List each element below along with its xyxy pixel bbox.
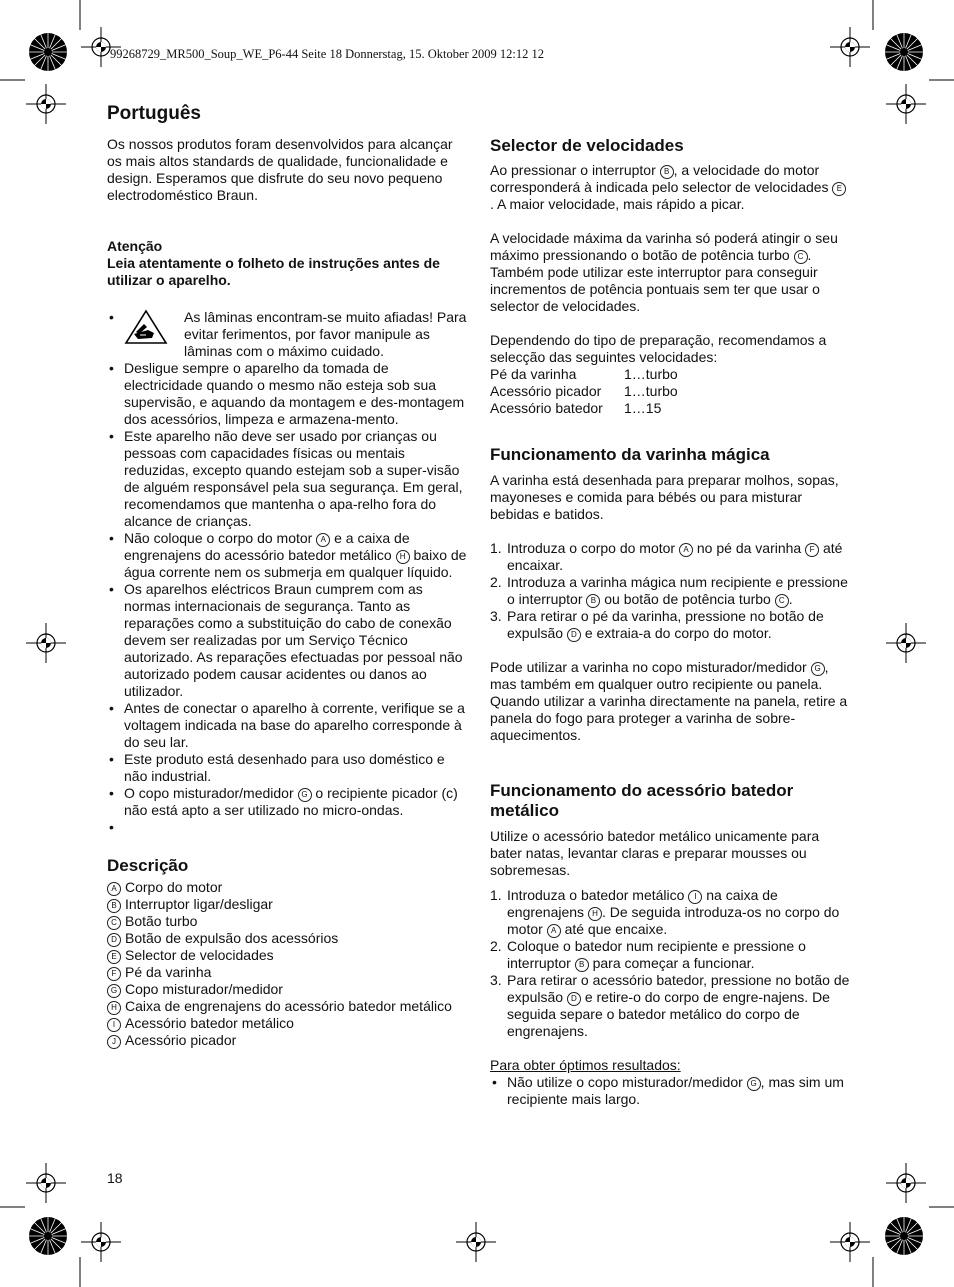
list-item: • Este aparelho não deve ser usado por crianças ou pessoas com capacidades físicas ou mentais reduzidas, excepto quando estejam sob a super-visão de alguém responsável pela sua segurança. Em geral, recomendamos que mantenha o apa-relho fora do alcance de crianças.	[107, 428, 467, 530]
description-label: Caixa de engrenajens do acessório batedor metálico	[125, 998, 452, 1014]
description-item	[107, 947, 467, 964]
list-item: 1. Introduza o corpo do motor A no pé da varinha F até encaixar.	[490, 540, 843, 573]
list-item: 3. Para retirar o acessório batedor, pressione no botão de expulsão D e retire-o do corpo de engre-najens. De seguida separe o batedor metálico do corpo de engrenajens.	[490, 972, 850, 1039]
description-item	[107, 930, 467, 947]
description-item	[107, 879, 467, 896]
description-item	[107, 981, 467, 998]
list-item: 3. Para retirar o pé da varinha, pressione no botão de expulsão D e extraia-a do corpo do motor.	[490, 608, 824, 641]
description-item	[107, 896, 467, 913]
selector-paragraph-1: Ao pressionar o interruptor B , a velocidade do motor corresponderá à indicada pelo selector de velocidades E. A maior velocidade, mais rápido a picar.	[490, 162, 850, 213]
right-column	[490, 136, 850, 1108]
description-label: Pé da varinha	[125, 964, 212, 980]
description-letter: F	[107, 967, 121, 981]
blades-warning-text: • As lâminas encontram-se muito afiadas! Para evitar ferimentos, por favor manipule as lâminas com o máximo cuidado.	[184, 309, 467, 359]
description-list	[107, 879, 467, 1049]
page-title: Português	[107, 103, 201, 124]
speed-value: 1…turbo	[624, 366, 678, 382]
description-letter: D	[107, 933, 121, 947]
page-number: 18	[107, 1170, 123, 1186]
description-label: Selector de velocidades	[125, 947, 274, 963]
speed-row	[490, 366, 850, 383]
description-item	[107, 998, 467, 1015]
description-label: Acessório picador	[125, 1032, 237, 1048]
speed-label: Pé da varinha	[490, 366, 577, 382]
description-label: Acessório batedor metálico	[125, 1015, 294, 1031]
speed-row	[490, 383, 850, 400]
speed-label: Acessório picador	[490, 383, 602, 399]
tips-title: Para obter óptimos resultados:	[490, 1057, 681, 1073]
description-label: Botão turbo	[125, 913, 198, 929]
descricao-heading: Descrição	[107, 856, 189, 875]
selector-paragraph-3: Dependendo do tipo de preparação, recomendamos a selecção das seguintes velocidades:	[490, 332, 827, 365]
left-column	[107, 136, 467, 1049]
speed-label: Acessório batedor	[490, 400, 603, 416]
list-item: 2. Coloque o batedor num recipiente e pressione o interruptor B para começar a funcionar.	[490, 938, 806, 971]
list-item: • Antes de conectar o aparelho à corrente, verifique se a voltagem indicada na base do aparelho corresponde à do seu lar.	[107, 700, 467, 751]
ref-g: G	[298, 788, 312, 802]
description-label: Copo misturador/medidor	[125, 981, 283, 997]
speed-row	[490, 400, 850, 417]
tips-list	[490, 1074, 850, 1108]
empty-list-item	[107, 819, 467, 836]
sharp-blade-warning-icon	[124, 309, 168, 345]
list-item: • Desligue sempre o aparelho da tomada de electricidade quando o mesmo não esteja sob sua supervisão, e aquando da montagem e des-montagem dos acessórios, limpeza e armazena-mento.	[107, 360, 467, 428]
description-label: Interruptor ligar/desligar	[125, 896, 273, 912]
varinha-paragraph: Pode utilizar a varinha no copo misturador/medidor G , mas também em qualquer outro recipiente ou panela. Quando utilizar a varinha directamente na panela, retire a panela do fogo para proteger a varinha de sobre-aquecimentos.	[490, 659, 848, 743]
safety-list	[107, 309, 467, 836]
ref-h: H	[396, 550, 410, 564]
intro-paragraph: Os nossos produtos foram desenvolvidos para alcançar os mais altos standards de qualidade, funcionalidade e design. Esperamos que disfrute do seu novo pequeno electrodoméstico Braun.	[107, 136, 453, 203]
description-item	[107, 913, 467, 930]
speed-table	[490, 366, 850, 417]
attention-text: Leia atentamente o folheto de instruções antes de utilizar o aparelho.	[107, 255, 440, 288]
batedor-intro: Utilize o acessório batedor metálico unicamente para bater natas, levantar claras e preparar mousses ou sobremesas.	[490, 828, 820, 878]
description-letter: I	[107, 1018, 121, 1032]
selector-paragraph-2: A velocidade máxima da varinha só poderá atingir o seu máximo pressionando o botão de potência turbo C . Também pode utilizar este interruptor para conseguir incrementos de potência pontuais sem ter que usar o selector de velocidades.	[490, 230, 838, 314]
list-item: 2. Introduza a varinha mágica num recipiente e pressione o interruptor B ou botão de potência turbo C .	[490, 574, 848, 607]
description-letter: J	[107, 1035, 121, 1049]
list-item: • Não utilize o copo misturador/medidor G , mas sim um recipiente mais largo.	[490, 1074, 850, 1108]
description-letter: H	[107, 1001, 121, 1015]
description-letter: C	[107, 916, 121, 930]
batedor-heading: Funcionamento do acessório batedor metálico	[490, 781, 794, 820]
description-item	[107, 1032, 467, 1049]
speed-value: 1…turbo	[624, 383, 678, 399]
list-item: • Não coloque o corpo do motor A e a caixa de engrenajens do acessório batedor metálico H baixo de água corrente nem os submerja em qualquer líquido.	[107, 530, 467, 581]
speed-value: 1…15	[624, 400, 662, 416]
selector-heading: Selector de velocidades	[490, 136, 684, 155]
ref-a: A	[316, 533, 330, 547]
varinha-intro: A varinha está desenhada para preparar molhos, sopas, mayoneses e comida para bébés ou para misturar bebidas e batidos.	[490, 472, 839, 522]
description-letter: A	[107, 882, 121, 896]
list-item: • O copo misturador/medidor G o recipiente picador (c) não está apto a ser utilizado no micro-ondas.	[107, 785, 467, 819]
attention-title: Atenção	[107, 238, 163, 254]
description-letter: E	[107, 950, 121, 964]
batedor-steps	[490, 887, 850, 1040]
list-item	[107, 309, 467, 360]
description-item	[107, 1015, 467, 1032]
description-label: Corpo do motor	[125, 879, 223, 895]
description-label: Botão de expulsão dos acessórios	[125, 930, 339, 946]
list-item: • Os aparelhos eléctricos Braun cumprem com as normas internacionais de segurança. Tanto as reparações como a substituição do cabo de conexão devem ser realizadas por um Serviço Técnico autorizado. As reparações efectuadas por pessoal não autorizado podem causar acidentes ou danos ao utilizador.	[107, 581, 467, 700]
description-item	[107, 964, 467, 981]
varinha-steps	[490, 540, 850, 642]
list-item: 1. Introduza o batedor metálico I na caixa de engrenajens H . De seguida introduza-os no corpo do motor A até que encaixe.	[490, 887, 840, 937]
description-letter: B	[107, 899, 121, 913]
list-item: • Este produto está desenhado para uso doméstico e não industrial.	[107, 751, 467, 785]
varinha-heading: Funcionamento da varinha mágica	[490, 445, 770, 464]
print-header: 99268729_MR500_Soup_WE_P6-44 Seite 18 Donnerstag, 15. Oktober 2009 12:12 12	[110, 47, 545, 61]
description-letter: G	[107, 984, 121, 998]
